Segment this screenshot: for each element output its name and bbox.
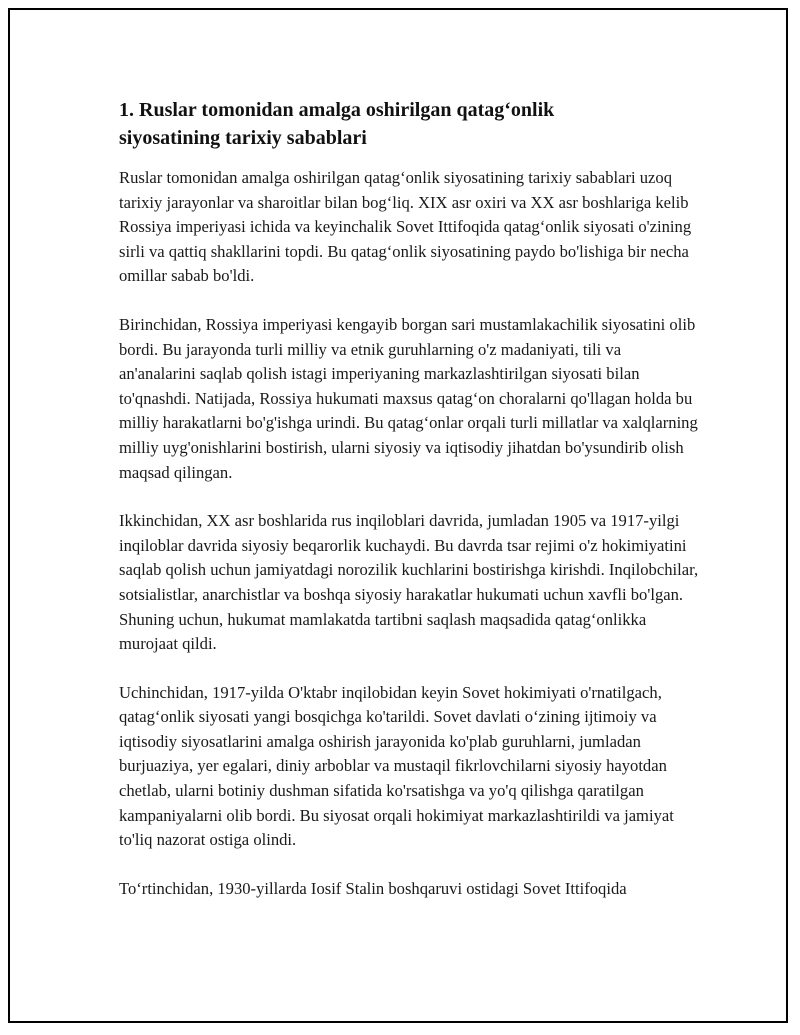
paragraph-4: Uchinchidan, 1917-yilda O'ktabr inqilobidan keyin Sovet hokimiyati o'rnatilgach, qatag‘onlik siyosati yangi bosqichga ko'tarildi. Sovet davlati o‘zining ijtimoiy va iqtisodiy siyosatlarini amalga oshirish jarayonida ko'plab guruhlarni, jumladan burjuaziya, yer egalari, diniy arboblar va mustaqil fikrlovchilarni siyosiy hayotdan chetlab, ularni botiniy dushman sifatida ko'rsatishga va yo'q qilishga qaratilgan kampaniyalarni olib bordi. Bu siyosat orqali hokimiyat markazlashtirildi va jamiyat to'liq nazorat ostiga olindi. [119, 682, 674, 850]
section-title-line-1: 1. Ruslar tomonidan amalga oshirilgan qatag‘onlik [119, 99, 555, 121]
paragraph-3: Ikkinchidan, XX asr boshlarida rus inqiloblari davrida, jumladan 1905 va 1917-yilgi inqiloblar davrida siyosiy beqarorlik kuchaydi. Bu davrda tsar rejimi o'z hokimiyatini saqlab qolish uchun jamiyatdagi norozilik kuchlarini bostirishga kirishdi. Inqilobchilar, sotsialistlar, anarchistlar va boshqa siyosiy harakatlar hukumati uchun xavfli bo'lgan. Shuning uchun, hukumat mamlakatda tartibni saqlash maqsadida qatag‘onlikka murojaat qildi. [119, 511, 699, 654]
paragraph-1: Ruslar tomonidan amalga oshirilgan qatag‘onlik siyosatining tarixiy sabablari uzoq tarixiy jarayonlar va sharoitlar bilan bog‘liq. XIX asr oxiri va XX asr boshlariga kelib Rossiya imperiyasi ichida va keyinchalik Sovet Ittifoqida qatag‘onlik siyosati o'zining sirli va qattiq shakllarini topdi. Bu qatag‘onlik siyosatining paydo bo'lishiga bir necha omillar sabab bo'ldi. [119, 168, 692, 286]
section-title-line-2: siyosatining tarixiy sabablari [119, 127, 367, 149]
document-body [119, 96, 699, 925]
paragraph-5: To‘rtinchidan, 1930-yillarda Iosif Stalin boshqaruvi ostidagi Sovet Ittifoqida [119, 878, 627, 898]
paragraph-2: Birinchidan, Rossiya imperiyasi kengayib borgan sari mustamlakachilik siyosatini olib bordi. Bu jarayonda turli milliy va etnik guruhlarning o'z madaniyati, tili va an'analarini saqlab qolish istagi imperiyaning markazlashtirilgan siyosati bilan to'qnashdi. Natijada, Rossiya hukumati maxsus qatag‘on choralarni qo'llagan holda bu milliy harakatlarni bo'g'ishga urindi. Bu qatag‘onlar orqali turli millatlar va xalqlarning milliy uyg'onishlarini bostirish, ularni siyosiy va iqtisodiy jihatdan bo'ysundirib olish maqsad qilingan. [119, 314, 698, 482]
page-frame [8, 8, 788, 1023]
section-title [119, 96, 699, 152]
